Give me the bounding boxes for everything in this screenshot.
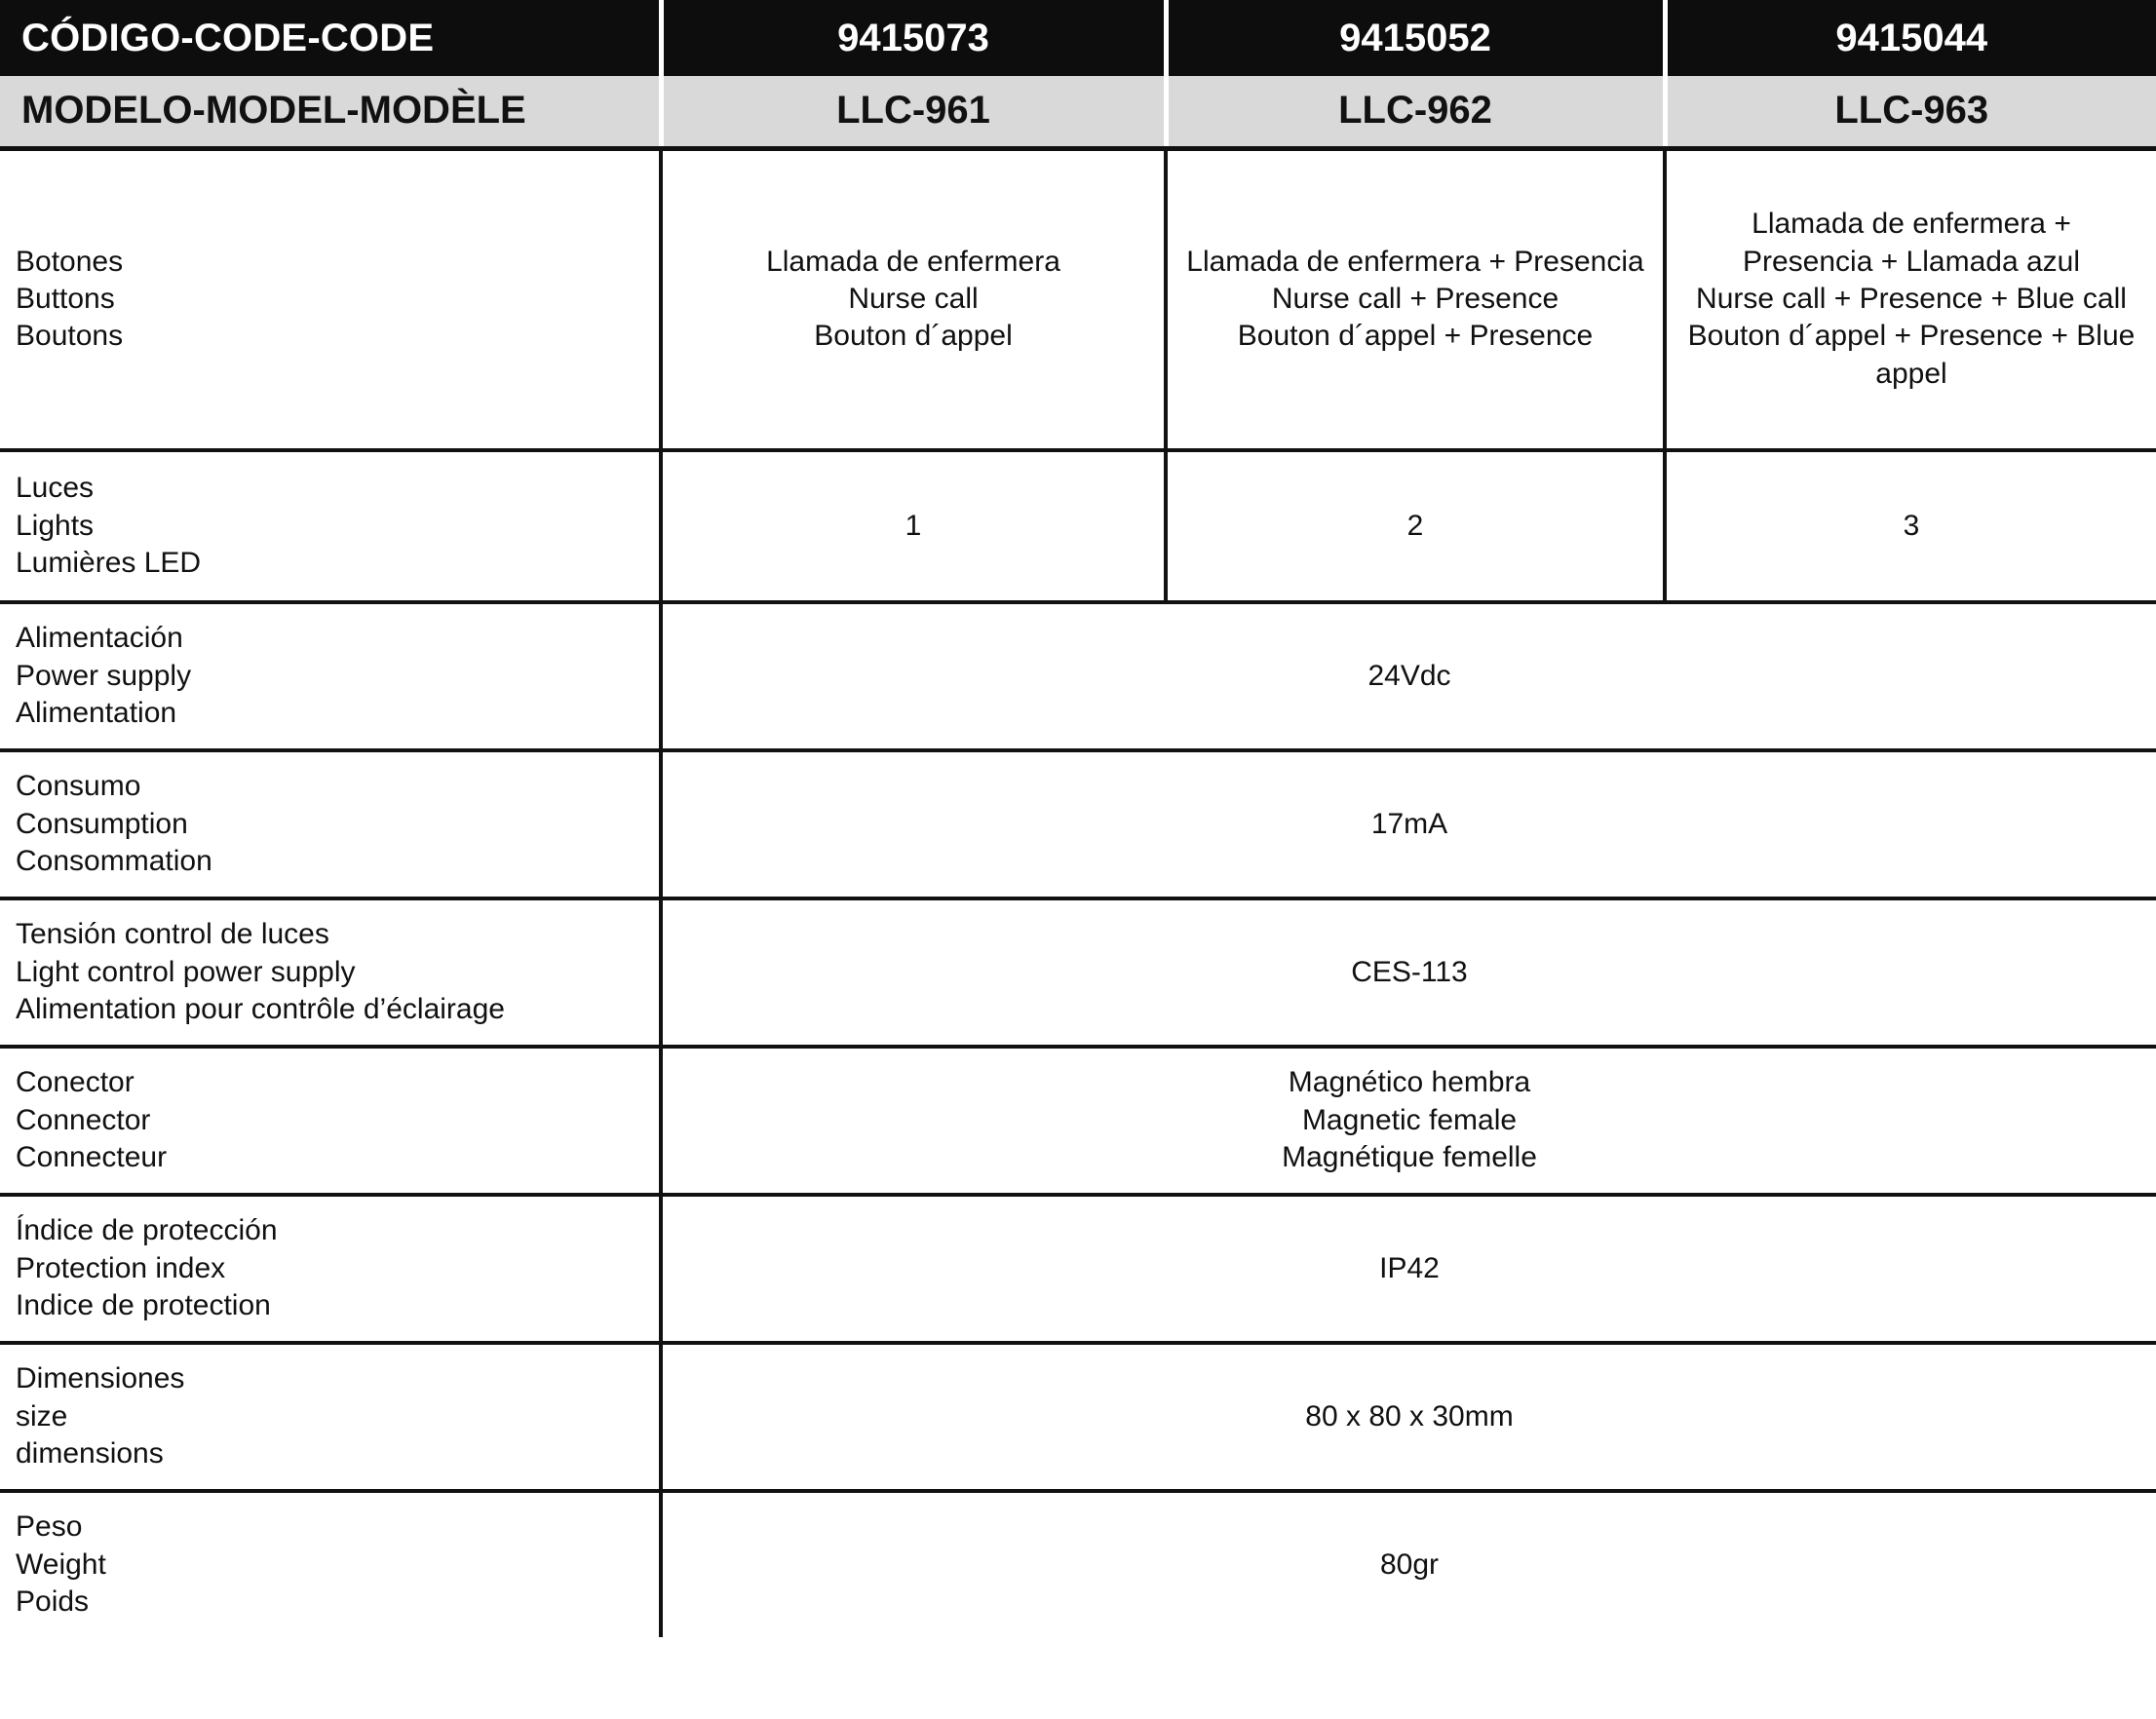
cell-consumption-all — [661, 750, 2156, 898]
label-line: size — [16, 1399, 68, 1432]
cell-buttons-llc962 — [1166, 148, 1665, 450]
label-line: Tensión control de luces — [16, 918, 329, 951]
cell-buttons-llc963 — [1665, 148, 2156, 450]
row-label-lights — [0, 450, 661, 602]
label-line: Botones — [16, 245, 124, 278]
header-model-label: MODELO-MODEL-MODÈLE — [0, 76, 661, 148]
header-code-label: CÓDIGO-CODE-CODE — [0, 0, 661, 76]
label-line: Connecteur — [16, 1141, 168, 1174]
row-label-buttons — [0, 148, 661, 450]
value-line: IP42 — [1379, 1251, 1440, 1284]
cell-dimensions-all — [661, 1343, 2156, 1491]
cell-light-control-power-all — [661, 898, 2156, 1047]
label-line: Connector — [16, 1103, 151, 1136]
value-line: Bouton d´appel + Presence — [1237, 320, 1594, 353]
label-line: Consommation — [16, 845, 212, 878]
label-line: Indice de protection — [16, 1289, 271, 1322]
table-header-model-row — [0, 76, 2156, 148]
header-code-2: 9415052 — [1166, 0, 1665, 76]
value-line: Nurse call + Presence — [1271, 283, 1559, 316]
table-header-code-row — [0, 0, 2156, 76]
label-line: Power supply — [16, 659, 192, 692]
value-line: Magnétique femelle — [1282, 1141, 1537, 1174]
table-row — [0, 450, 2156, 602]
table-row — [0, 750, 2156, 898]
label-line: Conector — [16, 1066, 135, 1099]
label-line: Poids — [16, 1585, 90, 1619]
cell-connector-all — [661, 1047, 2156, 1195]
label-line: Dimensiones — [16, 1362, 185, 1395]
table-row — [0, 1491, 2156, 1637]
value-line: 24Vdc — [1367, 659, 1451, 692]
value-line: Nurse call — [848, 283, 979, 316]
cell-lights-llc962: 2 — [1166, 450, 1665, 602]
value-line: Magnetic female — [1301, 1103, 1518, 1136]
value-line: Magnético hembra — [1288, 1066, 1531, 1099]
row-label-power-supply — [0, 602, 661, 750]
table-row — [0, 898, 2156, 1047]
row-label-connector — [0, 1047, 661, 1195]
value-line: Bouton d´appel + Presence + Blue appel — [1687, 320, 2136, 390]
value-line: 80 x 80 x 30mm — [1305, 1399, 1514, 1432]
header-model-1: LLC-961 — [661, 76, 1166, 148]
cell-weight-all — [661, 1491, 2156, 1637]
row-label-weight — [0, 1491, 661, 1637]
label-line: Consumption — [16, 807, 188, 840]
label-line: Boutons — [16, 320, 124, 353]
label-line: Luces — [16, 472, 95, 505]
value-line: Llamada de enfermera + Presencia + Llamada azul — [1742, 208, 2081, 278]
label-line: Alimentation — [16, 697, 177, 730]
cell-buttons-llc961 — [661, 148, 1166, 450]
table-row — [0, 1343, 2156, 1491]
cell-power-supply-all — [661, 602, 2156, 750]
row-label-light-control-power — [0, 898, 661, 1047]
header-model-3: LLC-963 — [1665, 76, 2156, 148]
value-line: Llamada de enfermera + Presencia — [1186, 245, 1644, 278]
label-line: Weight — [16, 1547, 106, 1581]
label-line: Alimentación — [16, 622, 183, 655]
label-line: dimensions — [16, 1437, 164, 1471]
header-code-1: 9415073 — [661, 0, 1166, 76]
row-label-dimensions — [0, 1343, 661, 1491]
label-line: Buttons — [16, 283, 115, 316]
row-label-protection-index — [0, 1195, 661, 1343]
label-line: Alimentation pour contrôle d’éclairage — [16, 993, 505, 1026]
label-line: Consumo — [16, 770, 141, 803]
label-line: Lights — [16, 509, 95, 542]
label-line: Índice de protección — [16, 1214, 278, 1247]
header-code-3: 9415044 — [1665, 0, 2156, 76]
label-line: Lumières LED — [16, 547, 202, 580]
value-line: 17mA — [1370, 807, 1448, 840]
table-row — [0, 602, 2156, 750]
label-line: Protection index — [16, 1251, 226, 1284]
table-row — [0, 1195, 2156, 1343]
row-label-consumption — [0, 750, 661, 898]
cell-protection-index-all — [661, 1195, 2156, 1343]
value-line: 80gr — [1379, 1547, 1440, 1581]
value-line: Bouton d´appel — [814, 320, 1013, 353]
cell-lights-llc963: 3 — [1665, 450, 2156, 602]
table-row — [0, 148, 2156, 450]
value-line: CES-113 — [1351, 955, 1468, 988]
label-line: Light control power supply — [16, 955, 356, 988]
header-model-2: LLC-962 — [1166, 76, 1665, 148]
table-row — [0, 1047, 2156, 1195]
value-line: Llamada de enfermera — [766, 245, 1060, 278]
cell-lights-llc961: 1 — [661, 450, 1166, 602]
label-line: Peso — [16, 1510, 83, 1544]
value-line: Nurse call + Presence + Blue call — [1696, 283, 2127, 316]
